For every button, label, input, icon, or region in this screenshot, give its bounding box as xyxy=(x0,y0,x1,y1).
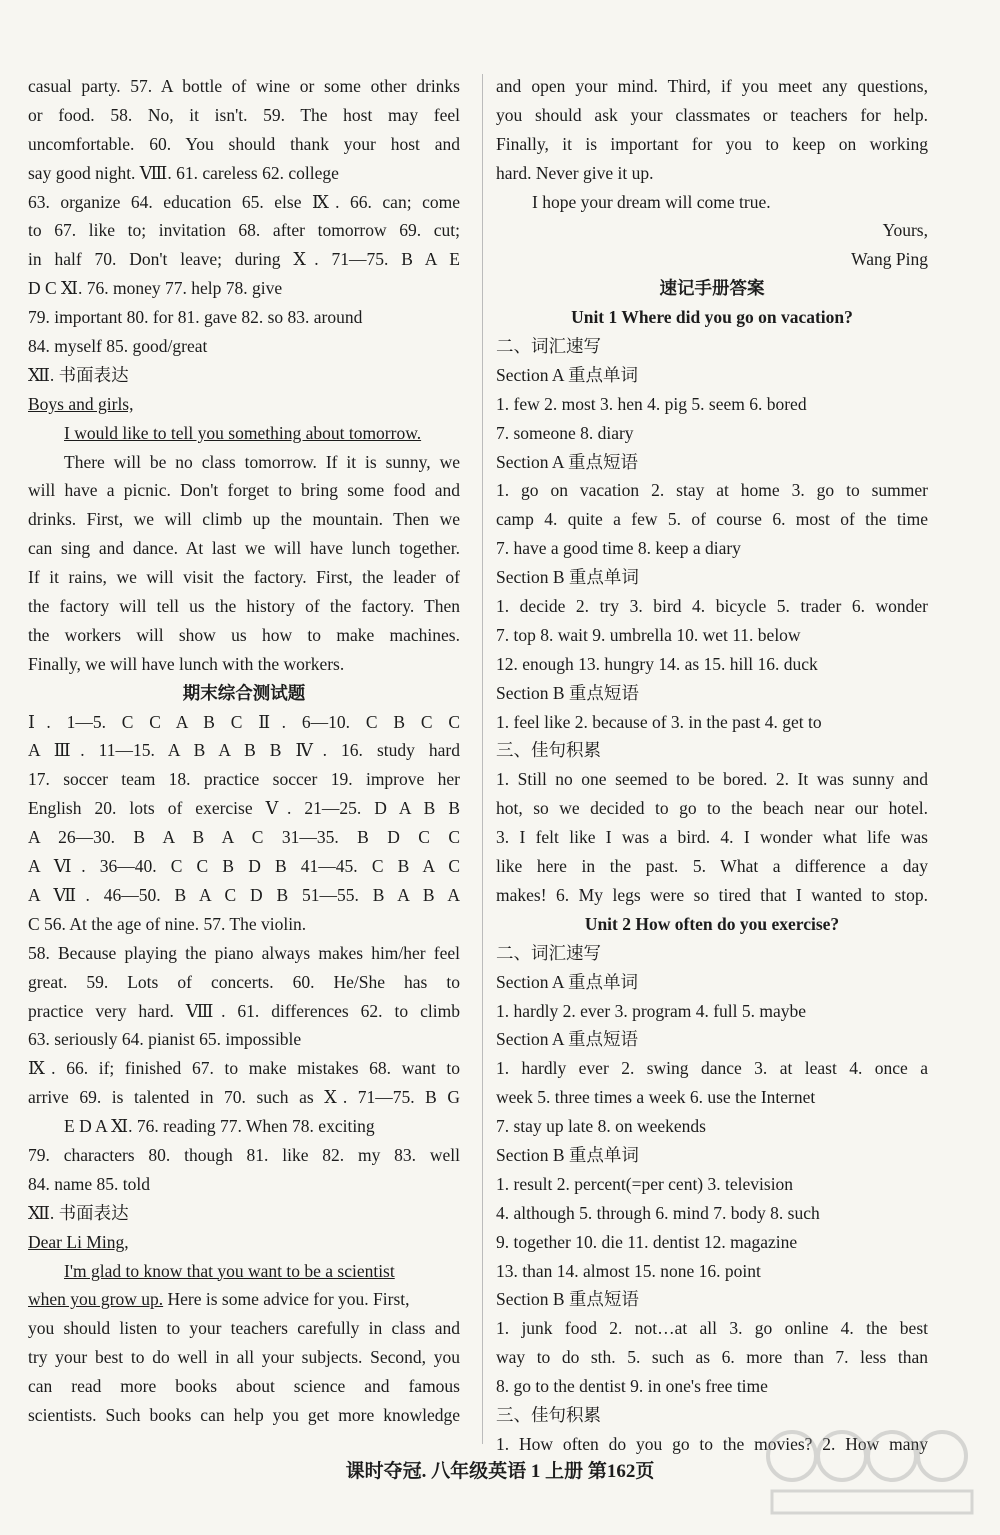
text-line: A Ⅵ. 36—40. C C B D B 41—45. C B A C xyxy=(28,856,460,877)
letter-signature: Wang Ping xyxy=(851,249,928,270)
text-line: 84. myself 85. good/great xyxy=(28,336,208,357)
text-line: in half 70. Don't leave; during Ⅹ. 71—75. B A E xyxy=(28,249,460,270)
text-line: scientists. Such books can help you get more knowledge xyxy=(28,1404,460,1425)
text-line: and open your mind. Third, if you meet any questions, xyxy=(496,76,928,96)
right-column xyxy=(496,72,928,1459)
text-line: D C Ⅺ. 76. money 77. help 78. give xyxy=(28,278,283,299)
text-line: week 5. three times a week 6. use the Internet xyxy=(496,1087,816,1108)
left-column xyxy=(28,72,460,1430)
text-line: 7. someone 8. diary xyxy=(496,422,634,443)
text-line: 1. How often do you go to the movies? 2. How many xyxy=(496,1433,928,1454)
handbook-title: 速记手册答案 xyxy=(659,278,765,299)
text-line: the factory will tell us the history of the factory. Then xyxy=(28,596,460,617)
text-line: try your best to do well in all your subjects. Second, you xyxy=(28,1347,460,1368)
text-line: 58. Because playing the piano always makes him/her feel xyxy=(28,942,460,963)
text-line: 79. characters 80. though 81. like 82. my 83. well xyxy=(28,1144,460,1165)
letter-text: Here is some advice for you. First, xyxy=(163,1289,410,1310)
text-line: 9. together 10. die 11. dentist 12. magazine xyxy=(496,1231,798,1252)
text-line: uncomfortable. 60. You should thank your host and xyxy=(28,133,460,154)
column-divider xyxy=(482,74,483,1444)
text-line: 1. few 2. most 3. hen 4. pig 5. seem 6. bored xyxy=(496,393,807,414)
text-line: I hope your dream will come true. xyxy=(532,191,771,212)
text-line: the workers will show us how to make machines. xyxy=(28,624,460,645)
text-line: There will be no class tomorrow. If it is sunny, we xyxy=(64,451,460,472)
text-line: 1. hardly 2. ever 3. program 4. full 5. maybe xyxy=(496,1000,807,1021)
text-line: great. 59. Lots of concerts. 60. He/She has to xyxy=(28,971,460,992)
text-line: 1. decide 2. try 3. bird 4. bicycle 5. trader 6. wonder xyxy=(496,596,928,617)
text-line: you should listen to your teachers carefully in class and xyxy=(28,1318,460,1339)
text-line: 1. result 2. percent(=per cent) 3. television xyxy=(496,1173,794,1194)
section-heading: 三、佳句积累 xyxy=(496,740,601,761)
page-footer: 课时夺冠. 八年级英语 1 上册 第162页 xyxy=(345,1461,655,1482)
text-line: camp 4. quite a few 5. of course 6. most of the time xyxy=(496,509,928,530)
text-line: Ⅸ. 66. if; finished 67. to make mistakes 68. want to xyxy=(28,1058,460,1079)
text-line: 63. seriously 64. pianist 65. impossible xyxy=(28,1029,302,1050)
letter-opening: I would like to tell you something about tomorrow. xyxy=(64,422,422,443)
text-line: 1. go on vacation 2. stay at home 3. go to summer xyxy=(496,480,928,501)
section-heading: Section B 重点单词 xyxy=(496,567,639,588)
text-line: hot, so we decided to go to the beach near our hotel. xyxy=(496,798,928,819)
letter-greeting: Boys and girls, xyxy=(28,393,134,414)
text-line: 8. go to the dentist 9. in one's free time xyxy=(496,1376,768,1397)
text-line: 12. enough 13. hungry 14. as 15. hill 16. duck xyxy=(496,653,818,674)
text-line: arrive 69. is talented in 70. such as Ⅹ. 71—75. B G xyxy=(28,1087,460,1108)
text-line: 79. important 80. for 81. gave 82. so 83. around xyxy=(28,307,363,328)
text-line: can read more books about science and famous xyxy=(28,1376,460,1397)
text-line: C 56. At the age of nine. 57. The violin. xyxy=(28,913,307,934)
text-line: will have a picnic. Don't forget to bring some food and xyxy=(28,480,460,501)
text-line: 13. than 14. almost 15. none 16. point xyxy=(496,1260,761,1281)
text-line: can sing and dance. At last we will have lunch together. xyxy=(28,538,460,559)
section-heading: Ⅻ. 书面表达 xyxy=(28,1202,129,1223)
text-line: A 26—30. B A B A C 31—35. B D C C xyxy=(28,827,460,848)
text-line: you should ask your classmates or teachers for help. xyxy=(496,104,928,125)
letter-closing: Yours, xyxy=(882,220,928,241)
text-line: to 67. like to; invitation 68. after tomorrow 69. cut; xyxy=(28,220,460,241)
section-heading: Ⅻ. 书面表达 xyxy=(28,364,129,385)
text-line xyxy=(28,1285,460,1314)
section-heading: Section A 重点短语 xyxy=(496,1029,638,1050)
text-line: say good night. Ⅷ. 61. careless 62. college xyxy=(28,162,339,183)
section-heading: Section B 重点短语 xyxy=(496,682,639,703)
text-line: 3. I felt like I was a bird. 4. I wonder what life was xyxy=(496,827,928,848)
text-line: 1. feel like 2. because of 3. in the past 4. get to xyxy=(496,711,822,732)
section-heading: Section A 重点单词 xyxy=(496,364,638,385)
text-line: A Ⅶ. 46—50. B A C D B 51—55. B A B A xyxy=(28,884,460,905)
text-line: If it rains, we will visit the factory. First, the leader of xyxy=(28,567,460,588)
section-heading: Section B 重点短语 xyxy=(496,1289,639,1310)
section-heading: Section B 重点单词 xyxy=(496,1144,639,1165)
text-line: 1. Still no one seemed to be bored. 2. It was sunny and xyxy=(496,769,928,790)
section-heading: 二、词汇速写 xyxy=(496,336,601,357)
text-line: Ⅰ. 1—5. C C A B C Ⅱ. 6—10. C B C C xyxy=(28,711,460,732)
text-line: drinks. First, we will climb up the mountain. Then we xyxy=(28,509,460,530)
text-line: 1. junk food 2. not…at all 3. go online 4. the best xyxy=(496,1318,928,1339)
text-line: like here in the past. 5. What a difference a day xyxy=(496,856,928,877)
text-line: casual party. 57. A bottle of wine or some other drinks xyxy=(28,76,460,96)
text-line: way to do sth. 5. such as 6. more than 7. less than xyxy=(496,1347,928,1368)
text-line: E D A Ⅺ. 76. reading 77. When 78. exciting xyxy=(64,1116,375,1137)
text-line: 4. although 5. through 6. mind 7. body 8. such xyxy=(496,1202,820,1223)
text-line: English 20. lots of exercise Ⅴ. 21—25. D A B B xyxy=(28,798,460,819)
text-line: practice very hard. Ⅷ. 61. differences 62. to climb xyxy=(28,1000,460,1021)
section-heading: Section A 重点短语 xyxy=(496,451,638,472)
section-heading: 三、佳句积累 xyxy=(496,1404,601,1425)
text-line: 7. have a good time 8. keep a diary xyxy=(496,538,741,559)
text-line: 84. name 85. told xyxy=(28,1173,150,1194)
text-line: 1. hardly ever 2. swing dance 3. at least 4. once a xyxy=(496,1058,928,1079)
text-line: 17. soccer team 18. practice soccer 19. improve her xyxy=(28,769,460,790)
text-line: 63. organize 64. education 65. else Ⅸ. 66. can; come xyxy=(28,191,460,212)
watermark-logo xyxy=(762,1421,982,1521)
text-line: hard. Never give it up. xyxy=(496,162,654,183)
letter-opening-end: when you grow up. xyxy=(28,1289,164,1310)
section-heading: Section A 重点单词 xyxy=(496,971,638,992)
text-line: A Ⅲ. 11—15. A B A B B Ⅳ. 16. study hard xyxy=(28,740,460,761)
text-line: 7. stay up late 8. on weekends xyxy=(496,1116,706,1137)
text-line: Finally, it is important for you to keep on working xyxy=(496,133,928,154)
unit-title: Unit 2 How often do you exercise? xyxy=(584,913,840,934)
text-line: 7. top 8. wait 9. umbrella 10. wet 11. below xyxy=(496,624,801,645)
section-heading: 二、词汇速写 xyxy=(496,942,601,963)
letter-greeting: Dear Li Ming, xyxy=(28,1231,129,1252)
text-line: makes! 6. My legs were so tired that I wanted to stop. xyxy=(496,884,928,905)
unit-title: Unit 1 Where did you go on vacation? xyxy=(571,307,853,328)
exam-title: 期末综合测试题 xyxy=(182,682,306,703)
text-line: or food. 58. No, it isn't. 59. The host may feel xyxy=(28,104,460,125)
letter-opening: I'm glad to know that you want to be a scientist xyxy=(64,1260,395,1281)
text-line: Finally, we will have lunch with the workers. xyxy=(28,653,345,674)
